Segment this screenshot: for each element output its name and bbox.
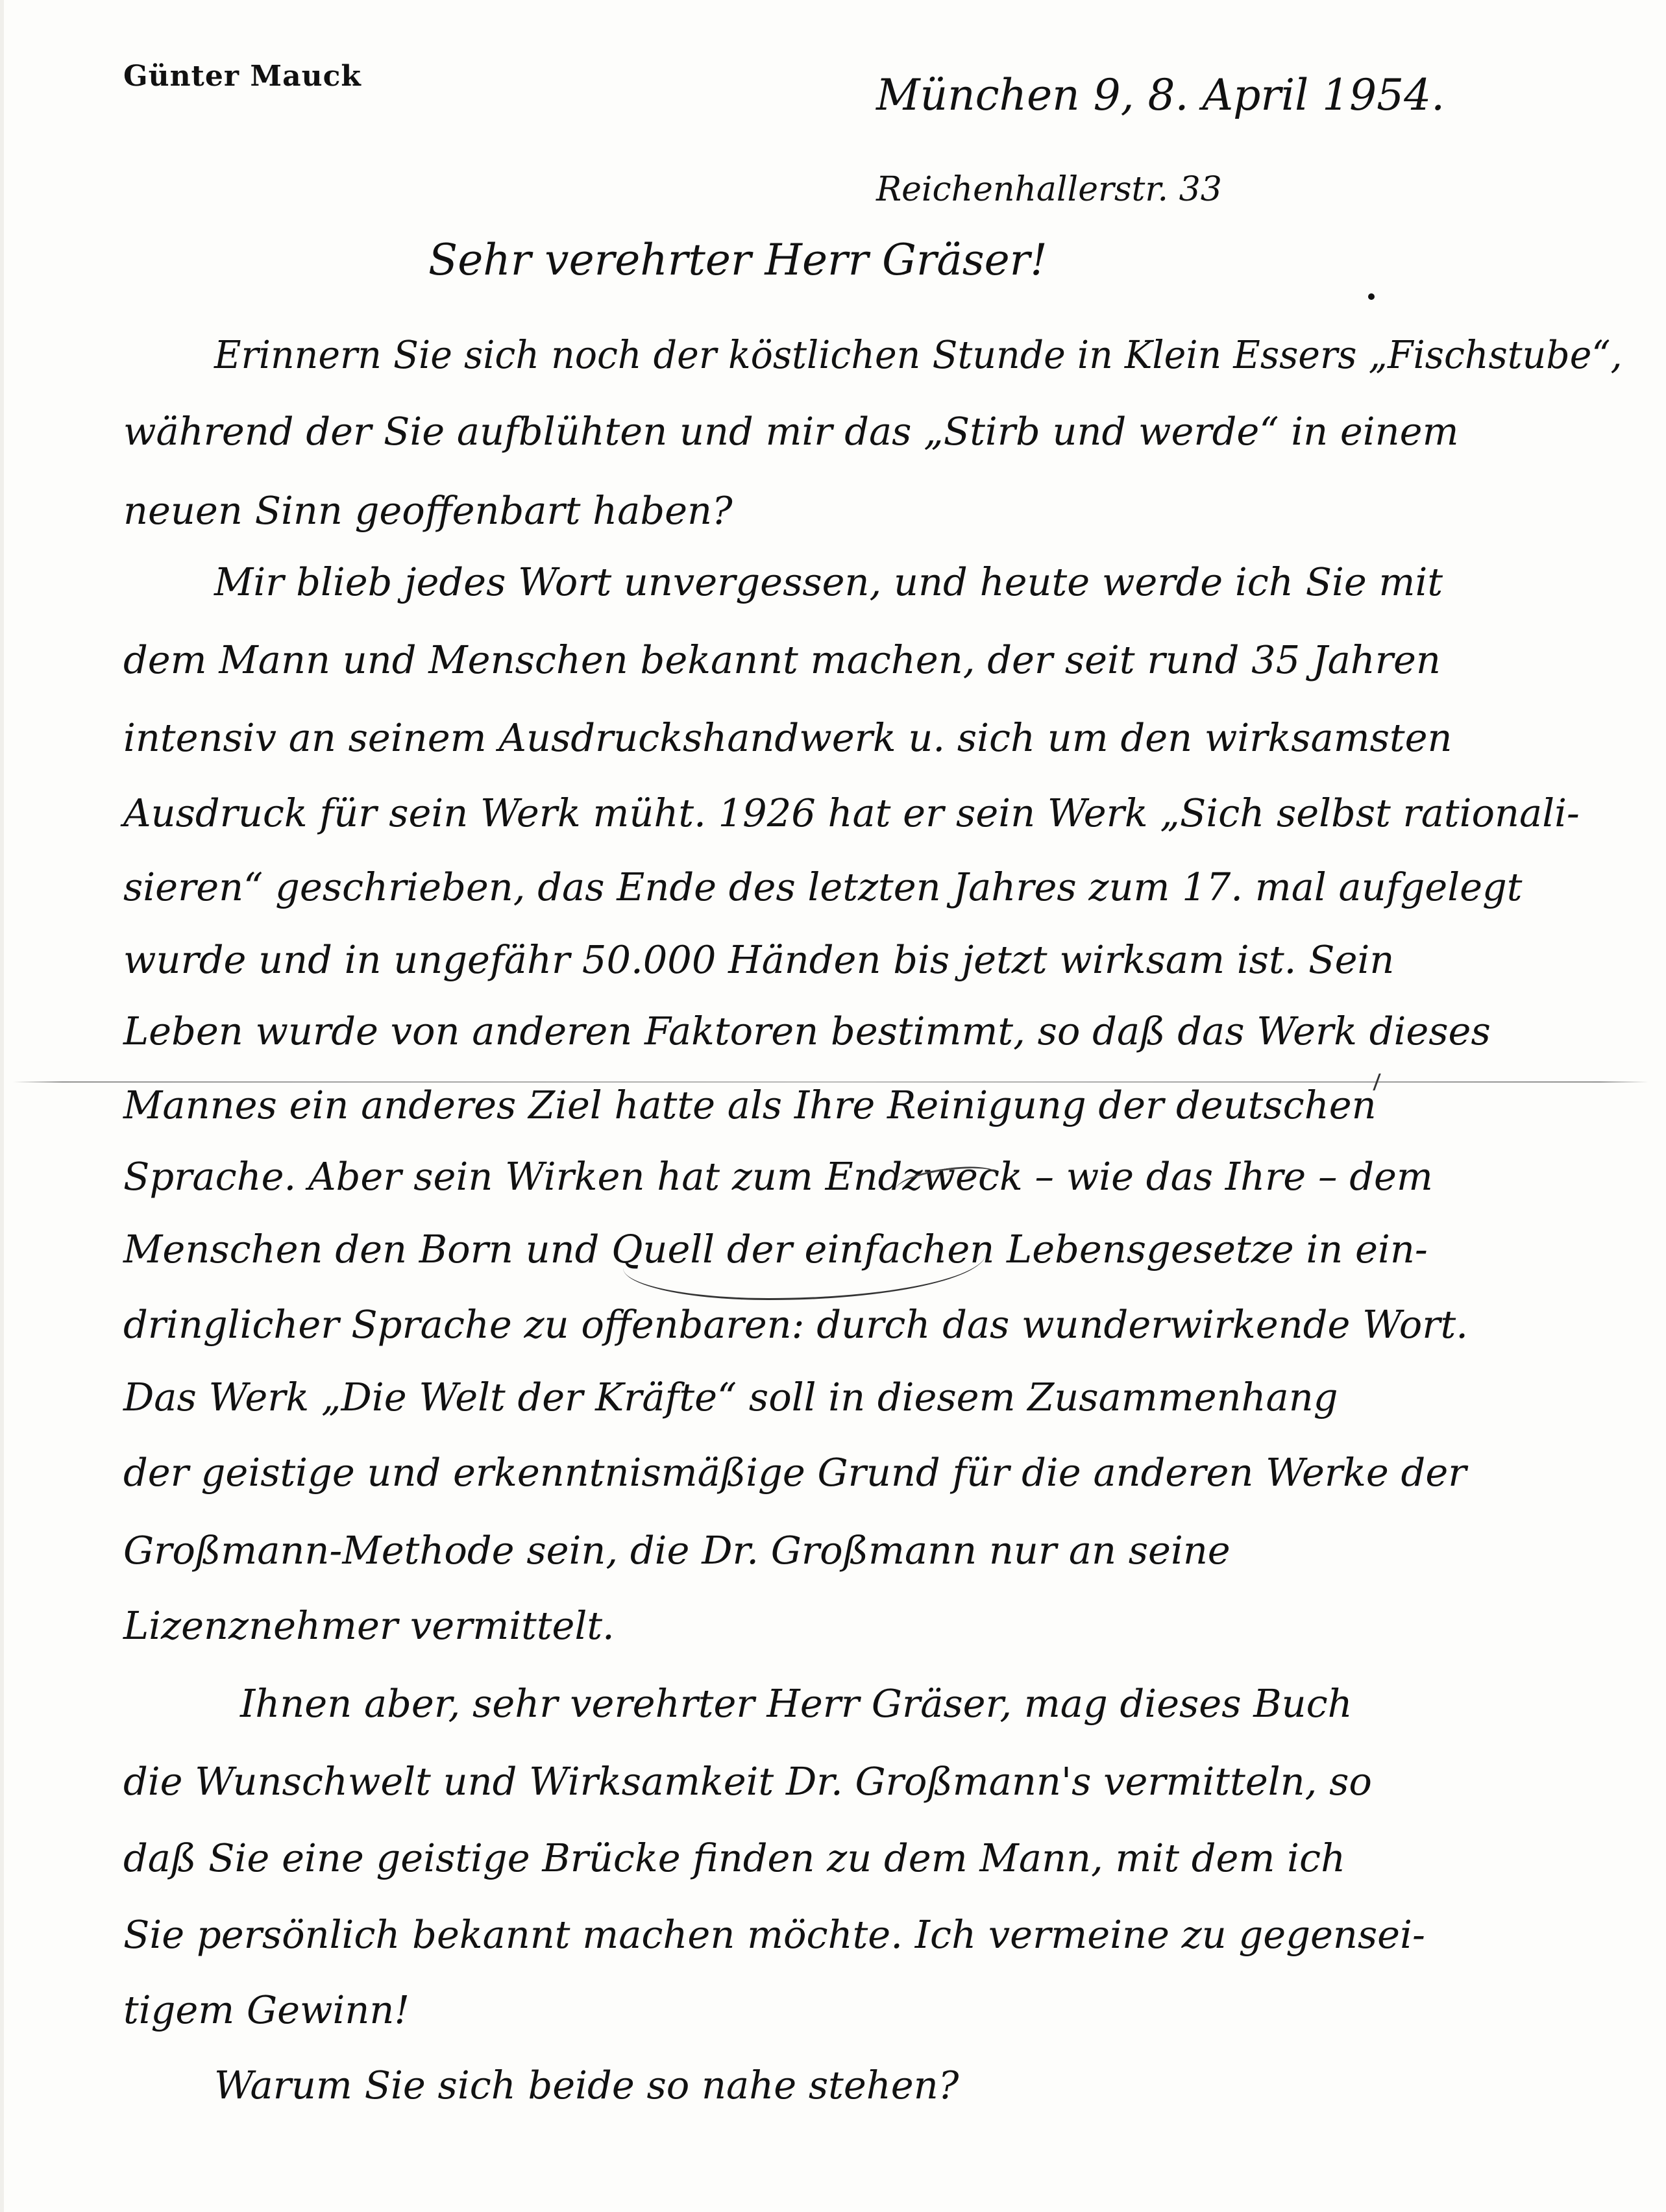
letter-line: Lizenznehmer vermittelt. [123,1603,615,1648]
letter-line: Mir blieb jedes Wort unvergessen, und heute werde ich Sie mit [214,559,1443,604]
letter-line: Leben wurde von anderen Faktoren bestimmt, so daß das Werk dieses [123,1009,1491,1053]
letter-line: daß Sie eine geistige Brücke finden zu dem Mann, mit dem ich [123,1836,1346,1880]
letter-line: die Wunschwelt und Wirksamkeit Dr. Großmann's vermitteln, so [123,1759,1372,1804]
letter-line: intensiv an seinem Ausdruckshandwerk u. sich um den wirksamsten [123,715,1452,760]
letter-line: dringlicher Sprache zu offenbaren: durch das wunderwirkende Wort. [123,1302,1468,1347]
letter-line: tigem Gewinn! [123,1987,410,2032]
place-and-date: München 9, 8. April 1954. [876,70,1445,120]
letter-line: Mannes ein anderes Ziel hatte als Ihre Reinigung der deutschen [123,1083,1377,1127]
letter-line: Großmann-Methode sein, die Dr. Großmann nur an seine [123,1528,1231,1573]
ink-dot [1368,293,1375,300]
letter-line: wurde und in ungefähr 50.000 Händen bis jetzt wirksam ist. Sein [123,937,1395,982]
letter-line: Sprache. Aber sein Wirken hat zum Endzweck – wie das Ihre – dem [123,1154,1433,1199]
letter-line: Menschen den Born und Quell der einfachen Lebensgesetze in ein- [123,1227,1428,1272]
letter-line: Ausdruck für sein Werk müht. 1926 hat er sein Werk „Sich selbst rationali- [123,791,1580,835]
letter-line: Warum Sie sich beide so nahe stehen? [214,2063,959,2108]
salutation: Sehr verehrter Herr Gräser! [428,235,1047,285]
sender-address: Reichenhallerstr. 33 [876,170,1222,209]
letter-line: neuen Sinn geoffenbart haben? [123,488,733,533]
letter-line: sieren“ geschrieben, das Ende des letzten Jahres zum 17. mal aufgelegt [123,865,1523,909]
sender-letterhead: Günter Mauck [123,60,361,93]
letter-line: während der Sie aufblühten und mir das „Stirb und werde“ in einem [123,409,1459,454]
letter-line: dem Mann und Menschen bekannt machen, der seit rund 35 Jahren [123,637,1441,682]
letter-line: Das Werk „Die Welt der Kräfte“ soll in diesem Zusammenhang [123,1375,1338,1419]
letter-line: Ihnen aber, sehr verehrter Herr Gräser, mag dieses Buch [240,1681,1353,1726]
letter-line: Erinnern Sie sich noch der köstlichen Stunde in Klein Essers „Fischstube“, [214,332,1623,377]
letter-line: der geistige und erkenntnismäßige Grund für die anderen Werke der [123,1450,1467,1495]
letter-line: Sie persönlich bekannt machen möchte. Ich vermeine zu gegensei- [123,1912,1425,1957]
